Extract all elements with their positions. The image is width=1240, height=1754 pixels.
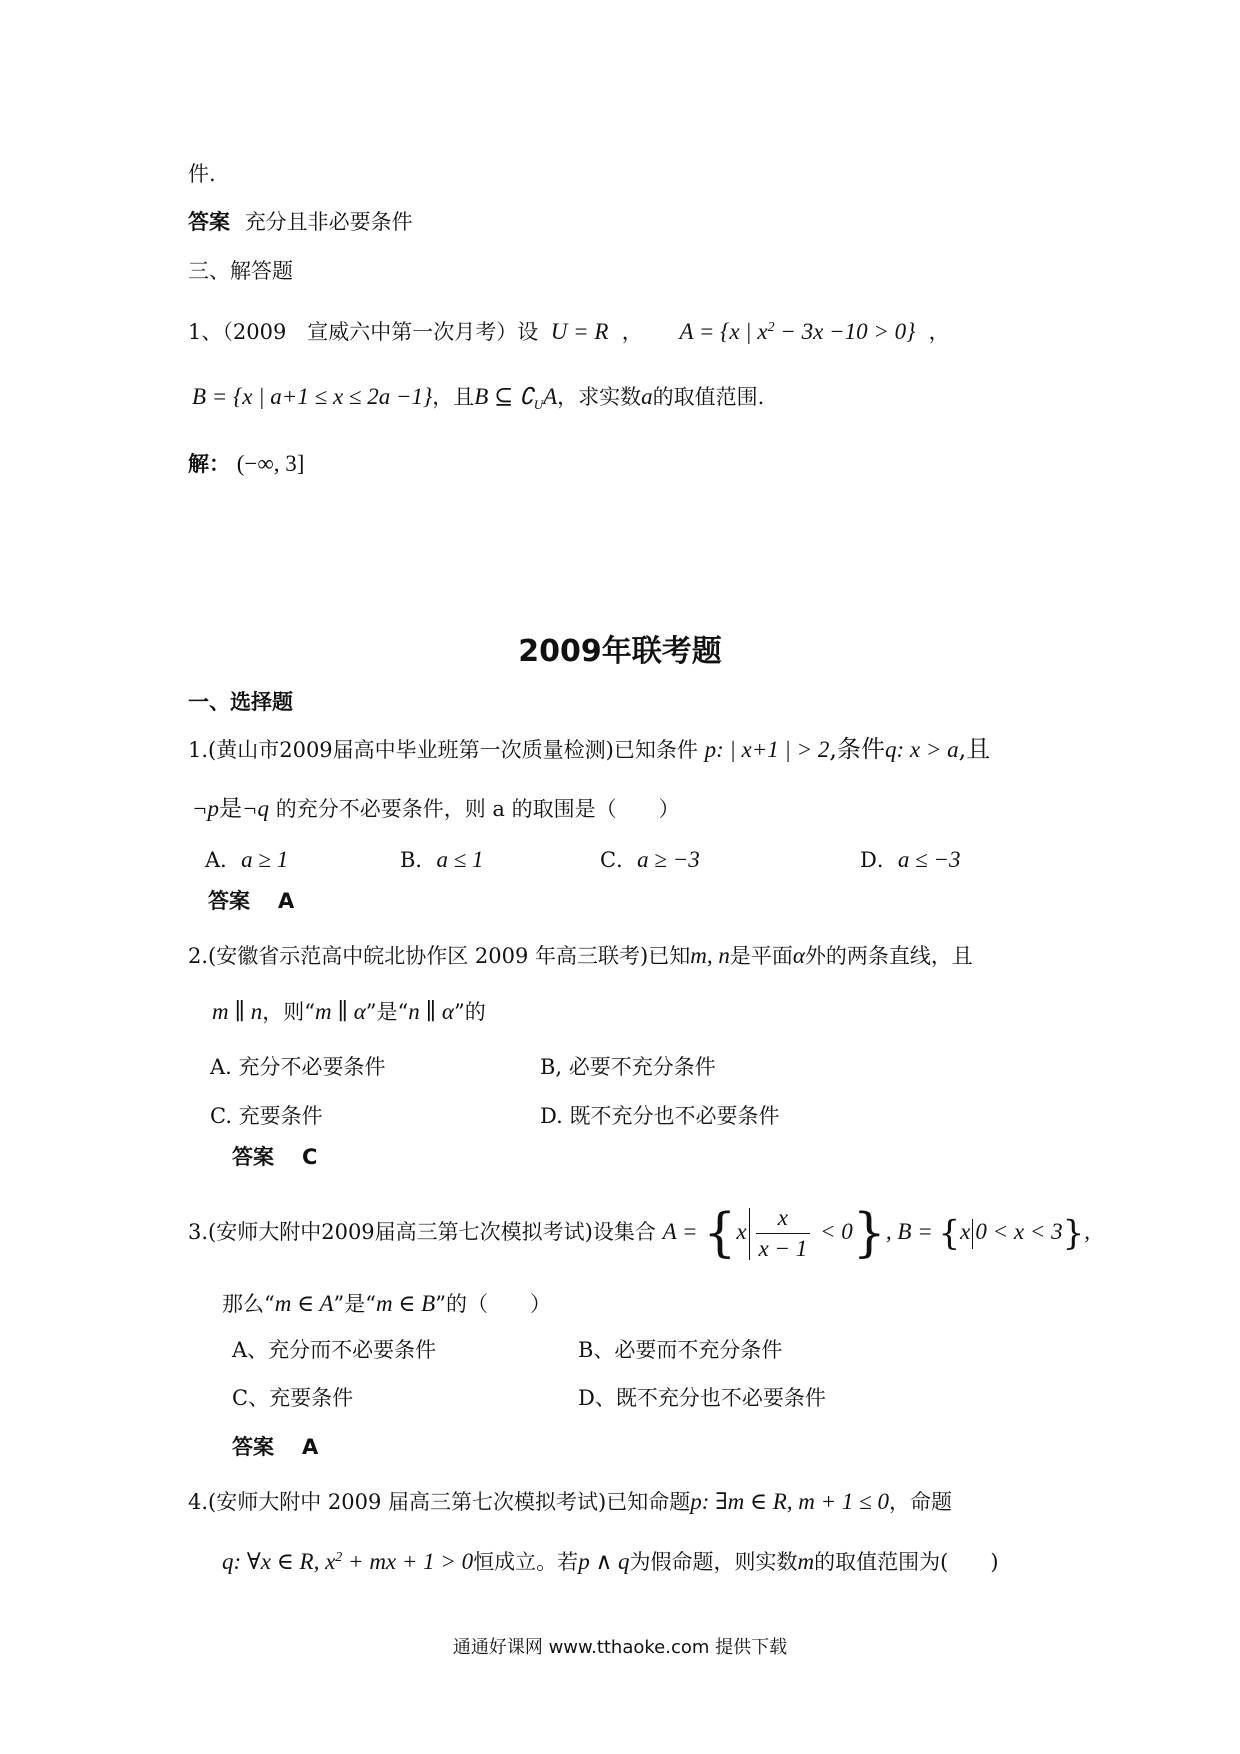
- question-1-line-1: [188, 318, 950, 346]
- q4-line-1: [188, 1488, 952, 1516]
- q3-line-2: [222, 1290, 551, 1318]
- text-proposition: ，命题: [889, 1490, 953, 1514]
- text-and: ，且: [432, 385, 475, 409]
- q3-answer-row: [232, 1435, 318, 1460]
- text-of: ”的（ ）: [435, 1292, 551, 1316]
- math-condition-q: q: x > a: [885, 737, 959, 762]
- q4-prefix: 4.(安师大附中 2009 届高三第七次模拟考试)已知命题: [188, 1490, 691, 1514]
- text-so: 那么“: [222, 1292, 275, 1316]
- math-u-equals-r: U = R: [545, 319, 609, 344]
- math-m-parallel-alpha: m ∥ α: [314, 999, 366, 1024]
- math-not-p: ¬p: [192, 796, 220, 821]
- comma: ，: [615, 320, 643, 344]
- text-condition: ,条件: [829, 735, 886, 763]
- math-set-a-fraction: A = {x $\frac{x}{x - 1}$ < 0}, B = {x 0 < x < 3},: [662, 1203, 1090, 1264]
- text-is: 是: [219, 796, 243, 822]
- text-and: ,且: [958, 735, 991, 763]
- math-alpha: α: [792, 943, 805, 968]
- math-n-parallel-alpha: n ∥ α: [408, 999, 454, 1024]
- q1-option-d: [860, 846, 961, 874]
- option-math: a ≥ −3: [637, 847, 700, 872]
- answer-label: 答案: [232, 1145, 274, 1169]
- q3-line-1: [188, 1196, 1090, 1268]
- q3-option-d: D、既不充分也不必要条件: [578, 1386, 826, 1410]
- option-math: a ≤ 1: [436, 847, 484, 872]
- option-letter: D．: [860, 848, 898, 872]
- math-set-a: A = {x | $x^2 - 3x -10 > 0$}: [679, 319, 916, 344]
- text-of: ”的: [453, 1000, 486, 1024]
- answer-text: 充分且非必要条件: [244, 210, 413, 234]
- math-p-exists: p: ∃m ∈ R, m + 1 ≤ 0: [690, 1489, 890, 1514]
- q1-line-2: [192, 795, 680, 824]
- choice-section-header: 一、选择题: [188, 690, 293, 714]
- option-math: a ≥ 1: [241, 847, 289, 872]
- q2-option-c: C. 充要条件: [210, 1104, 323, 1128]
- section-title: 2009年联考题: [518, 634, 722, 669]
- text-is: ”是“: [333, 1292, 377, 1316]
- text-false: 为假命题，则实数: [629, 1550, 798, 1574]
- answer-value: A: [278, 889, 295, 913]
- math-m-n: m, n: [690, 943, 730, 968]
- math-not-q: ¬q: [242, 796, 270, 821]
- math-condition-p: p: | x+1 | > 2: [704, 737, 830, 762]
- math-m: m: [797, 1549, 815, 1574]
- fragment-text: 件.: [188, 162, 216, 186]
- q3-option-a: A、充分而不必要条件: [232, 1338, 437, 1362]
- q2-line-2: [212, 998, 486, 1026]
- q4-line-2: [222, 1548, 999, 1576]
- math-q-forall: q: ∀x ∈ R, $x^2$ + mx + 1 > 0: [222, 1549, 474, 1574]
- math-m-in-a: m ∈ A: [274, 1291, 334, 1316]
- q1-option-b: [400, 846, 484, 874]
- option-letter: A．: [205, 848, 242, 872]
- comma: ，: [922, 320, 950, 344]
- section-heading-3: 三、解答题: [188, 259, 293, 283]
- q2-line-1: [188, 942, 973, 970]
- option-letter: C．: [600, 848, 638, 872]
- math-m-parallel-n: m ∥ n: [212, 999, 263, 1024]
- q2-answer-row: [232, 1145, 317, 1170]
- q1-line-2-text: 的充分不必要条件，则 a 的取围是（ ）: [275, 797, 680, 821]
- math-a: a: [641, 384, 653, 409]
- solution-row: [188, 450, 304, 478]
- text-range: 的取值范围为( ): [814, 1550, 999, 1574]
- text-find: ，求实数: [557, 385, 642, 409]
- text-is: ”是“: [365, 1000, 409, 1024]
- text-lines: 外的两条直线，且: [804, 944, 973, 968]
- option-letter: B．: [400, 848, 437, 872]
- text-plane: 是平面: [729, 944, 793, 968]
- answer-value: A: [302, 1435, 319, 1459]
- answer-label: 答案: [232, 1435, 274, 1459]
- page-footer: 通通好课网 www.tthaoke.com 提供下载: [452, 1637, 788, 1658]
- answer-label: 答案: [208, 889, 250, 913]
- q1-answer-row: [208, 889, 294, 914]
- question-1-lead: 1、（2009 宣威六中第一次月考）设: [188, 320, 539, 344]
- math-p-and-q: p ∧ q: [578, 1549, 630, 1574]
- q1-line-1: [188, 735, 990, 764]
- answer-value: C: [302, 1145, 318, 1169]
- q3-option-b: B、必要而不充分条件: [578, 1338, 783, 1362]
- answer-label: 答案: [188, 210, 230, 234]
- question-1-line-2: [192, 383, 764, 413]
- q2-option-b: B, 必要不充分条件: [540, 1055, 716, 1079]
- option-math: a ≤ −3: [897, 847, 961, 872]
- q3-option-c: C、充要条件: [232, 1386, 354, 1410]
- solution-label: 解：: [188, 452, 230, 476]
- text-then: ，则“: [262, 1000, 315, 1024]
- math-subset: B ⊆ $∁_UA$: [474, 384, 558, 412]
- math-m-in-b: m ∈ B: [376, 1291, 436, 1316]
- text-holds: 恒成立。若: [473, 1550, 579, 1574]
- q1-option-a: [205, 846, 288, 874]
- q3-prefix: 3.(安师大附中2009届高三第七次模拟考试)设集合: [188, 1220, 656, 1244]
- math-set-b: B = {x | a+1 ≤ x ≤ 2a −1}: [192, 384, 433, 409]
- solution-value: (−∞, 3]: [236, 451, 305, 476]
- q2-option-a: A. 充分不必要条件: [210, 1055, 386, 1079]
- answer-row: [188, 210, 413, 235]
- text-range: 的取值范围.: [652, 385, 765, 409]
- q2-option-d: D. 既不充分也不必要条件: [540, 1104, 780, 1128]
- q2-prefix: 2.(安徽省示范高中皖北协作区 2009 年高三联考)已知: [188, 944, 691, 968]
- q1-prefix: 1.(黄山市2009届高中毕业班第一次质量检测)已知条件: [188, 738, 698, 762]
- q1-option-c: [600, 846, 700, 874]
